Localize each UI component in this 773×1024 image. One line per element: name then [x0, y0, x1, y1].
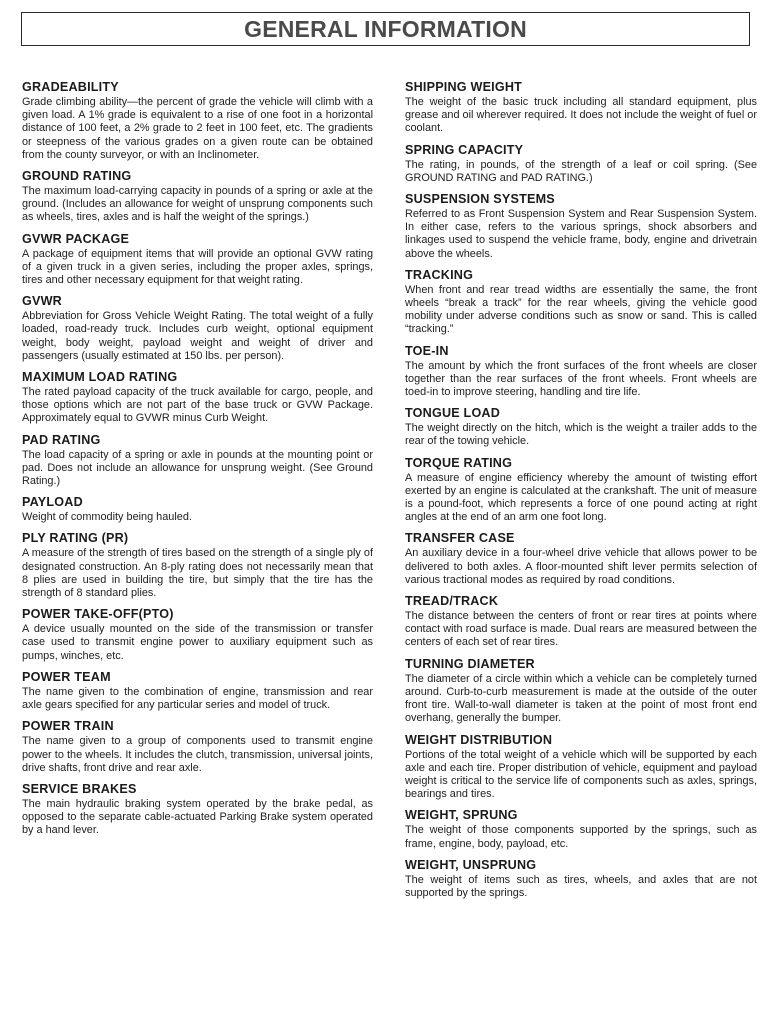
term-heading: TREAD/TRACK — [405, 594, 499, 609]
glossary-entry — [405, 344, 757, 400]
term-definition: The amount by which the front surfaces of the front wheels are closer together than the rear surfaces of the front wheels. Front wheels are toed-in to improve steering, handling and tire life. — [405, 359, 757, 399]
term-definition: The maximum load-carrying capacity in pounds of a spring or axle at the ground. (Includes an allowance for weight of unsprung components such as wheels, tires, axles and is half the weight of the springs.) — [22, 185, 373, 224]
term-definition: The weight directly on the hitch, which is the weight a trailer adds to the rear of the towing vehicle. — [405, 422, 757, 448]
term-definition: The name given to a group of components used to transmit engine power to the wheels. It includes the clutch, transmission, universal joints, drive shafts, front drive and rear axle. — [22, 735, 373, 774]
term-heading: TOE-IN — [405, 343, 449, 358]
glossary-entry — [22, 531, 373, 600]
glossary-entry — [405, 733, 757, 802]
term-definition: The weight of the basic truck including all standard equipment, plus grease and oil wherever required. It does not include the weight of fuel or coolant. — [405, 96, 757, 135]
term-definition: The name given to the combination of engine, transmission and rear axle gears specified for any particular series and model of truck. — [22, 685, 373, 712]
glossary-entry — [22, 670, 373, 712]
glossary-entry — [405, 657, 757, 726]
term-definition: Portions of the total weight of a vehicle which will be supported by each axle and each tire. Proper distribution of vehicle, equipment and payload weight is critical to the service life of components such as axles, springs, bearings and tires. — [405, 748, 757, 801]
term-definition: The load capacity of a spring or axle in pounds at the mounting point or pad. Does not include an allowance for unsprung weight. (See Ground Rating.) — [22, 448, 373, 488]
term-heading: TRANSFER CASE — [405, 531, 515, 546]
term-definition: When front and rear tread widths are essentially the same, the front wheels “break a track” for the rear wheels, giving the vehicle good mobility under adverse conditions such as snow or sand. This is called “tracking.” — [405, 283, 757, 336]
term-definition: The main hydraulic braking system operated by the brake pedal, as opposed to the separate cable-actuated Parking Brake system operated by a hand lever. — [22, 797, 373, 837]
term-definition: The distance between the centers of front or rear tires at points where contact with road surface is made. Dual rears are measured between the centers of each set of rear tires. — [405, 610, 757, 649]
glossary-entry — [22, 719, 373, 775]
term-heading: SERVICE BRAKES — [22, 781, 137, 796]
term-heading: GVWR — [22, 294, 62, 309]
glossary-entry — [22, 294, 373, 363]
glossary-entry — [22, 607, 373, 663]
term-heading: GROUND RATING — [22, 169, 132, 184]
glossary-entry — [405, 531, 757, 587]
term-definition: A measure of engine efficiency whereby the amount of twisting effort exerted by an engine is calculated at the crankshaft. The unit of measure is a pound-foot, which represents a force of one pound acting at right angles at the end of an arm one foot long. — [405, 471, 757, 524]
term-heading: PAD RATING — [22, 432, 101, 447]
glossary-entry — [405, 80, 757, 136]
glossary-entry — [405, 406, 757, 448]
glossary-entry — [405, 143, 757, 185]
glossary-entry — [405, 192, 757, 261]
glossary-entry — [405, 808, 757, 850]
term-definition: The rated payload capacity of the truck available for cargo, people, and those options which are not part of the base truck or GVW Package. Approximately equal to GVWR minus Curb Weight. — [22, 386, 373, 425]
page-title: GENERAL INFORMATION — [244, 15, 527, 42]
term-definition: The weight of items such as tires, wheels, and axles that are not supported by the springs. — [405, 873, 757, 899]
page-title-box — [21, 12, 750, 46]
term-heading: POWER TEAM — [22, 669, 111, 684]
term-heading: POWER TAKE-OFF(PTO) — [22, 607, 174, 622]
glossary-entry — [405, 594, 757, 650]
left-column — [22, 80, 373, 845]
term-heading: TURNING DIAMETER — [405, 656, 535, 671]
term-heading: SPRING CAPACITY — [405, 142, 524, 157]
glossary-entry — [405, 858, 757, 900]
term-heading: WEIGHT, SPRUNG — [405, 808, 518, 823]
glossary-entry — [22, 495, 373, 524]
term-definition: Referred to as Front Suspension System and Rear Suspension System. In either case, refers to the various springs, shock absorbers and linkages used to suspend the vehicle frame, body, engine and drivetrain above the wheels. — [405, 208, 757, 260]
glossary-entry — [405, 456, 757, 525]
glossary-entry — [22, 433, 373, 489]
term-heading: SHIPPING WEIGHT — [405, 80, 523, 94]
term-definition: A device usually mounted on the side of the transmission or transfer case used to transmit engine power to auxiliary equipment such as pumps, winches, etc. — [22, 623, 373, 662]
term-heading: WEIGHT DISTRIBUTION — [405, 732, 553, 747]
term-definition: The diameter of a circle within which a vehicle can be completely turned around. Curb-to-curb measurement is made at the outside of the outer front tire. Wall-to-wall diameter is taken at the point of most front end overhang, generally the bumper. — [405, 672, 757, 725]
term-definition: A package of equipment items that will provide an optional GVW rating of a given truck in a given series, including the proper axles, springs, tires and other necessary equipment for that weight rating. — [22, 247, 373, 287]
term-definition: An auxiliary device in a four-wheel drive vehicle that allows power to be delivered to both axles. A floor-mounted shift lever permits selection of various tractional modes as required by road conditions. — [405, 547, 757, 586]
term-definition: The weight of those components supported by the springs, such as frame, engine, body, payload, etc. — [405, 824, 757, 850]
term-definition: Abbreviation for Gross Vehicle Weight Rating. The total weight of a fully loaded, road-ready truck. Includes curb weight, optional equipment weight, body weight, payload weight and weight of driver and passengers (usually estimated at 150 lbs. per person). — [22, 310, 373, 362]
term-heading: MAXIMUM LOAD RATING — [22, 370, 178, 385]
glossary-entry — [22, 370, 373, 426]
term-heading: SUSPENSION SYSTEMS — [405, 192, 555, 207]
term-heading: POWER TRAIN — [22, 719, 114, 734]
glossary-entry — [22, 80, 373, 162]
term-definition: A measure of the strength of tires based on the strength of a single ply of designated construction. An 8-ply rating does not necessarily mean that 8 plies are used in building the tire, but simply that the tire has the strength of 8 standard plies. — [22, 547, 373, 600]
glossary-entry — [22, 232, 373, 288]
right-column — [405, 80, 757, 907]
term-heading: TORQUE RATING — [405, 455, 513, 470]
term-definition: Grade climbing ability—the percent of grade the vehicle will climb with a given load. A 1% grade is equivalent to a rise of one foot in a horizontal distance of 100 feet, a 2% grade to 2 feet in 100 feet, etc. The gradients or steepness of the various grades on a given route can be obtained from the county surveyor, or with an Inclinometer. — [22, 96, 373, 161]
term-heading: PAYLOAD — [22, 495, 83, 510]
glossary-entry — [22, 782, 373, 838]
glossary-entry — [22, 169, 373, 225]
glossary-entry — [405, 268, 757, 337]
term-heading: TONGUE LOAD — [405, 406, 501, 421]
term-heading: GVWR PACKAGE — [22, 231, 130, 246]
term-definition: The rating, in pounds, of the strength of a leaf or coil spring. (See GROUND RATING and PAD RATING.) — [405, 158, 757, 184]
term-heading: TRACKING — [405, 267, 474, 282]
term-definition: Weight of commodity being hauled. — [22, 511, 192, 524]
term-heading: WEIGHT, UNSPRUNG — [405, 857, 537, 872]
term-heading: PLY RATING (PR) — [22, 531, 129, 546]
term-heading: GRADEABILITY — [22, 80, 119, 94]
